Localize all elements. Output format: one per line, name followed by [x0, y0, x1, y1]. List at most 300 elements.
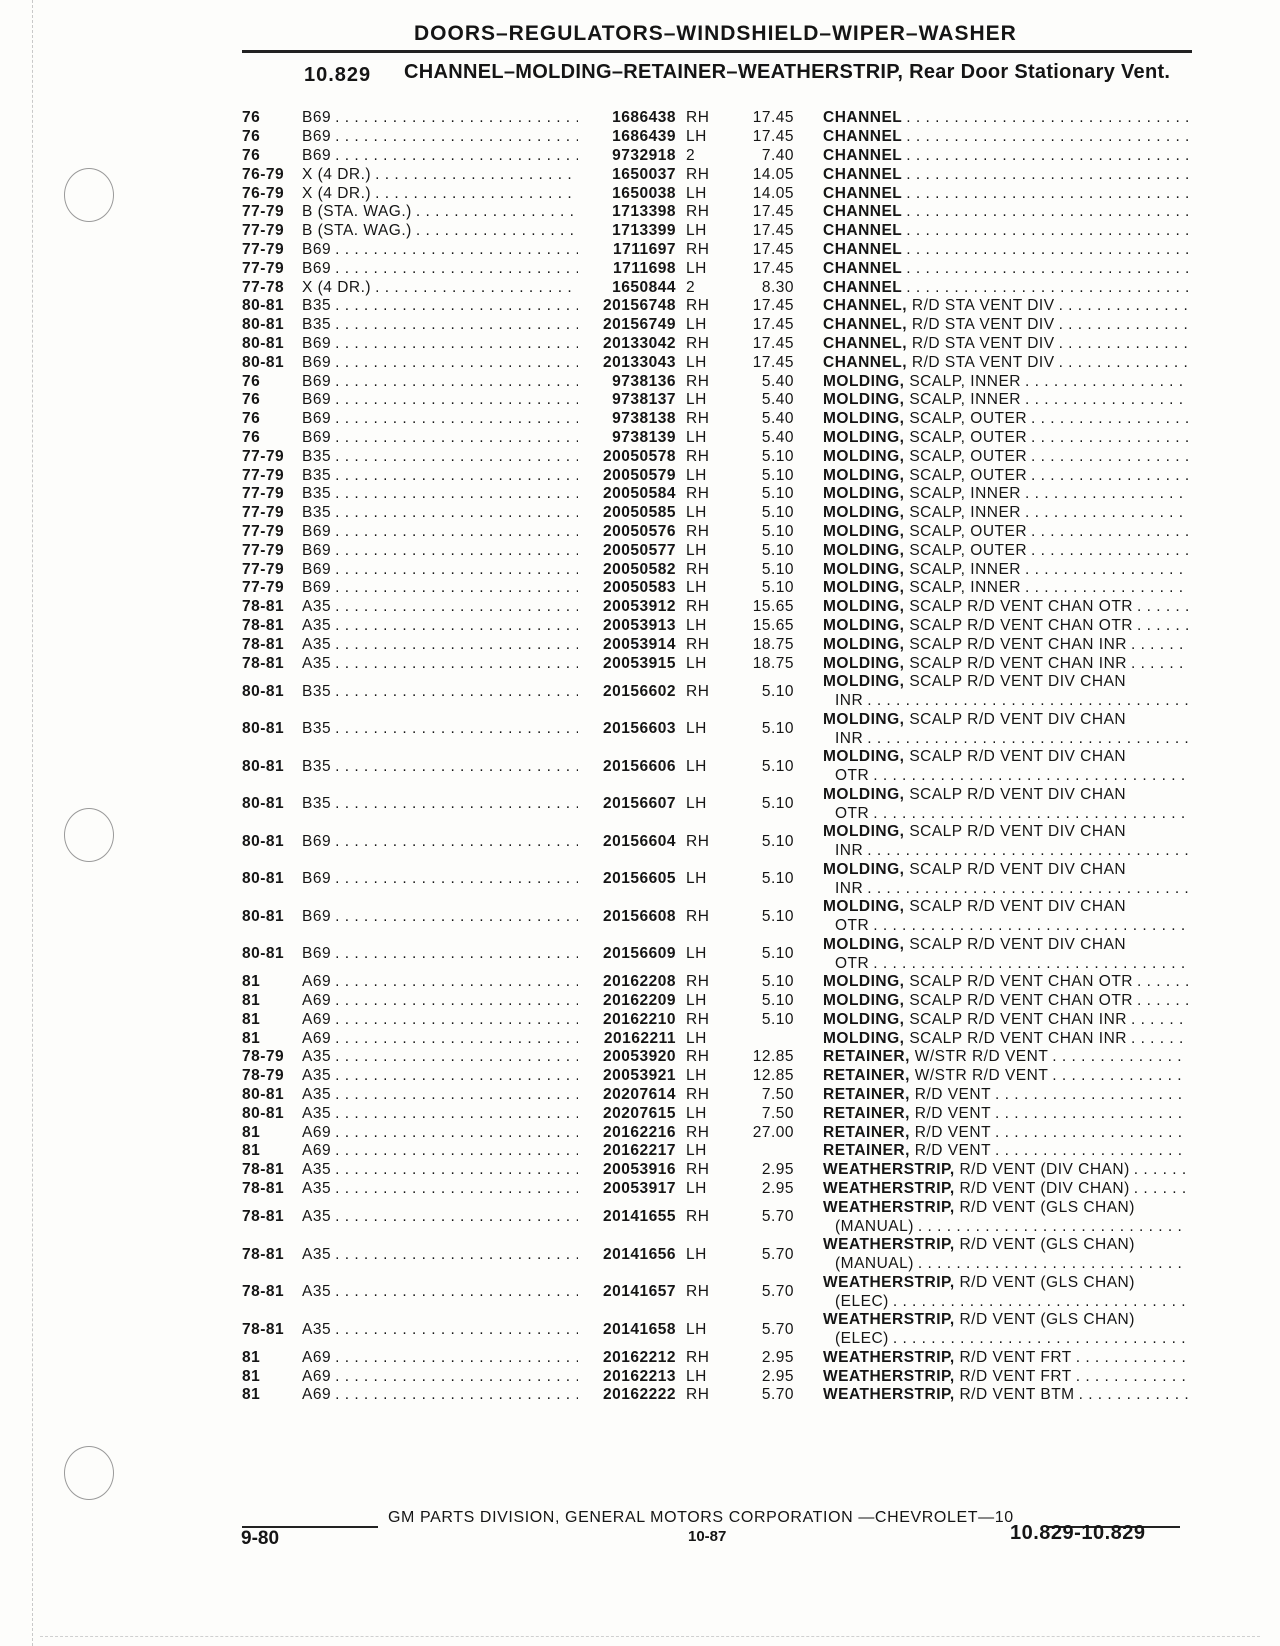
cell-year: 77-79 — [242, 560, 285, 578]
description-line — [823, 1104, 1188, 1123]
cell-description — [794, 710, 1188, 748]
cell-price: 17.45 — [752, 222, 794, 240]
table-row — [242, 410, 1202, 429]
cell-side: LH — [686, 1320, 707, 1338]
cell-side: RH — [686, 1010, 710, 1028]
cell-side: RH — [686, 1348, 710, 1366]
cell-side: LH — [686, 428, 707, 446]
part-detail: SCALP, INNER — [909, 560, 1021, 578]
cell-price: 5.40 — [761, 372, 794, 390]
description-line — [823, 1067, 1188, 1086]
part-name: RETAINER, — [823, 1142, 910, 1160]
cell-side: RH — [686, 485, 710, 503]
cell-year: 78-81 — [242, 635, 285, 653]
cell-model — [302, 1161, 578, 1179]
cell-year: 78-81 — [242, 1161, 285, 1179]
part-detail: R/D VENT (GLS CHAN) — [959, 1236, 1135, 1254]
cell-side: RH — [686, 1123, 710, 1141]
description-line — [823, 147, 1188, 166]
cell-description — [794, 748, 1188, 786]
description-line — [823, 823, 1188, 842]
description-line — [823, 523, 1188, 542]
cell-model — [302, 166, 578, 184]
table-row — [242, 353, 1202, 372]
part-name: MOLDING, — [823, 673, 905, 691]
table-row — [242, 147, 1202, 166]
cell-part-number: 20050577 — [603, 541, 676, 559]
description-line — [823, 1348, 1188, 1367]
part-detail: SCALP, OUTER — [909, 428, 1028, 446]
cell-price: 17.45 — [752, 353, 794, 371]
cell-part-number: 20050585 — [603, 504, 676, 522]
dot-leader — [331, 1208, 578, 1226]
cell-part-number: 20156605 — [603, 870, 676, 888]
part-name: RETAINER, — [823, 1104, 910, 1122]
cell-model-text: B69 — [302, 945, 332, 963]
footer-page-number: 10-87 — [688, 1528, 727, 1545]
cell-side: RH — [686, 372, 710, 390]
cell-model-text: A69 — [302, 1142, 332, 1160]
cell-year: 76-79 — [242, 184, 285, 202]
cell-price: 7.50 — [761, 1104, 794, 1122]
cell-model-text: B69 — [302, 353, 332, 371]
description-line — [823, 1029, 1188, 1048]
cell-description — [794, 109, 1188, 128]
cell-description — [794, 353, 1188, 372]
dot-leader — [331, 354, 578, 372]
cell-description — [794, 429, 1188, 448]
cell-model-text: A35 — [302, 1180, 332, 1198]
cell-side: LH — [686, 1104, 707, 1122]
part-detail: SCALP R/D VENT CHAN OTR — [909, 598, 1133, 616]
part-detail: R/D VENT BTM — [959, 1386, 1075, 1404]
cell-year: 80-81 — [242, 353, 285, 371]
cell-part-number: 20053916 — [603, 1161, 676, 1179]
cell-year: 77-79 — [242, 466, 285, 484]
part-name: RETAINER, — [823, 1086, 910, 1104]
dot-leader — [331, 636, 578, 654]
cell-price: 7.50 — [761, 1086, 794, 1104]
cell-year: 78-81 — [242, 616, 285, 634]
cell-part-number: 20162209 — [603, 992, 676, 1010]
cell-description — [794, 184, 1188, 203]
cell-model-text: B69 — [302, 334, 332, 352]
cell-model-text: A35 — [302, 1208, 332, 1226]
cell-model — [302, 1030, 578, 1048]
cell-part-number: 20050582 — [603, 560, 676, 578]
cell-price: 5.40 — [761, 410, 794, 428]
dot-leader — [331, 579, 578, 597]
cell-model — [302, 908, 578, 926]
dot-leader — [331, 1086, 578, 1104]
table-row — [242, 203, 1202, 222]
description-line — [823, 1386, 1188, 1405]
dot-leader — [902, 203, 1188, 221]
description-line-2 — [823, 954, 1188, 973]
dot-leader — [331, 448, 578, 466]
part-detail: SCALP, INNER — [909, 504, 1021, 522]
dot-leader — [863, 880, 1188, 898]
cell-price: 17.45 — [752, 316, 794, 334]
cell-side: LH — [686, 541, 707, 559]
cell-price: 5.10 — [761, 945, 794, 963]
cell-model-text: B35 — [302, 297, 332, 315]
dot-leader — [902, 260, 1188, 278]
dot-leader — [991, 1105, 1188, 1123]
part-name: CHANNEL — [823, 165, 903, 183]
cell-description — [794, 222, 1188, 241]
cell-year: 77-79 — [242, 259, 285, 277]
cell-description — [794, 1161, 1188, 1180]
cell-price: 27.00 — [752, 1123, 794, 1141]
cell-side: LH — [686, 259, 707, 277]
dot-leader — [1021, 391, 1188, 409]
cell-side: RH — [686, 447, 710, 465]
part-name: WEATHERSTRIP, — [823, 1236, 955, 1254]
dot-leader — [331, 561, 578, 579]
cell-model — [302, 1067, 578, 1085]
dot-leader — [331, 617, 578, 635]
cell-model — [302, 833, 578, 851]
cell-model-text: B69 — [302, 579, 332, 597]
cell-price: 5.40 — [761, 391, 794, 409]
table-row — [242, 541, 1202, 560]
part-detail: W/STR R/D VENT — [914, 1067, 1049, 1085]
dot-leader — [331, 720, 578, 738]
dot-leader — [331, 1124, 578, 1142]
part-detail: SCALP, INNER — [909, 579, 1021, 597]
cell-description — [794, 1386, 1188, 1405]
cell-part-number: 20141655 — [603, 1208, 676, 1226]
cell-side: RH — [686, 203, 710, 221]
cell-model — [302, 795, 578, 813]
cell-part-number: 20207615 — [603, 1104, 676, 1122]
cell-price: 14.05 — [752, 165, 794, 183]
table-row — [242, 1029, 1202, 1048]
cell-part-number: 20050584 — [603, 485, 676, 503]
part-detail: SCALP, OUTER — [909, 522, 1028, 540]
dot-leader — [902, 166, 1188, 184]
dot-leader — [1021, 504, 1188, 522]
cell-model-text: A69 — [302, 1348, 332, 1366]
description-line — [823, 860, 1188, 879]
part-detail-cont: INR — [835, 842, 864, 860]
description-line — [823, 1180, 1188, 1199]
part-detail-cont: (MANUAL) — [835, 1217, 914, 1235]
cell-part-number: 9738137 — [612, 391, 676, 409]
cell-model-text: A35 — [302, 1067, 332, 1085]
cell-model-text: B (STA. WAG.) — [302, 222, 412, 240]
dot-leader — [1027, 448, 1188, 466]
cell-side: LH — [686, 466, 707, 484]
part-detail-cont: INR — [835, 879, 864, 897]
dot-leader — [1021, 373, 1188, 391]
table-row — [242, 241, 1202, 260]
part-detail: R/D VENT FRT — [959, 1348, 1072, 1366]
cell-description — [794, 316, 1188, 335]
table-row — [242, 447, 1202, 466]
cell-model-text: B35 — [302, 447, 332, 465]
cell-model — [302, 429, 578, 447]
cell-part-number: 20141657 — [603, 1283, 676, 1301]
dot-leader — [331, 297, 578, 315]
cell-year: 78-81 — [242, 1320, 285, 1338]
cell-year: 80-81 — [242, 832, 285, 850]
part-detail-cont: OTR — [835, 767, 870, 785]
dot-leader — [412, 222, 578, 240]
cell-price: 17.45 — [752, 297, 794, 315]
cell-side: LH — [686, 720, 707, 738]
part-detail: SCALP R/D VENT CHAN OTR — [909, 616, 1133, 634]
dot-leader — [331, 128, 578, 146]
cell-description — [794, 147, 1188, 166]
part-detail-cont: (ELEC) — [835, 1292, 889, 1310]
description-line — [823, 785, 1188, 804]
cell-side: LH — [686, 579, 707, 597]
cell-price: 17.45 — [752, 259, 794, 277]
description-line — [823, 992, 1188, 1011]
cell-year: 76 — [242, 391, 261, 409]
description-line-2 — [823, 767, 1188, 786]
part-name: MOLDING, — [823, 560, 905, 578]
cell-description — [794, 673, 1188, 711]
cell-model-text: A69 — [302, 1029, 332, 1047]
cell-model — [302, 561, 578, 579]
table-row — [242, 523, 1202, 542]
cell-description — [794, 1367, 1188, 1386]
table-row — [242, 1161, 1202, 1180]
parts-table — [242, 109, 1202, 1405]
cell-price: 5.10 — [761, 466, 794, 484]
cell-price: 15.65 — [752, 616, 794, 634]
part-detail: R/D VENT (GLS CHAN) — [959, 1198, 1135, 1216]
cell-price: 5.10 — [761, 1010, 794, 1028]
part-name: CHANNEL, — [823, 353, 908, 371]
cell-side: LH — [686, 795, 707, 813]
description-line-2 — [823, 1330, 1188, 1349]
description-line-2 — [823, 1292, 1188, 1311]
dot-leader — [902, 222, 1188, 240]
cell-year: 77-79 — [242, 203, 285, 221]
table-row — [242, 1198, 1202, 1236]
cell-year: 76-79 — [242, 165, 285, 183]
dot-leader — [1130, 1180, 1188, 1198]
description-line-2 — [823, 804, 1188, 823]
cell-model — [302, 260, 578, 278]
description-line — [823, 316, 1188, 335]
cell-model-text: B35 — [302, 466, 332, 484]
dot-leader — [331, 542, 578, 560]
table-row — [242, 1123, 1202, 1142]
cell-year: 80-81 — [242, 757, 285, 775]
dot-leader — [902, 109, 1188, 127]
dot-leader — [331, 109, 578, 127]
cell-model — [302, 945, 578, 963]
cell-description — [794, 898, 1188, 936]
cell-year: 76 — [242, 146, 261, 164]
part-name: WEATHERSTRIP, — [823, 1386, 955, 1404]
cell-description — [794, 992, 1188, 1011]
cell-model — [302, 758, 578, 776]
table-row — [242, 109, 1202, 128]
cell-model-text: B35 — [302, 795, 332, 813]
table-row — [242, 1180, 1202, 1199]
cell-description — [794, 335, 1188, 354]
dot-leader — [991, 1142, 1188, 1160]
description-line — [823, 241, 1188, 260]
cell-description — [794, 241, 1188, 260]
dot-leader — [1133, 617, 1188, 635]
cell-model-text: B69 — [302, 541, 332, 559]
dot-leader — [331, 833, 578, 851]
part-name: MOLDING, — [823, 748, 905, 766]
part-name: WEATHERSTRIP, — [823, 1161, 955, 1179]
dot-leader — [331, 1011, 578, 1029]
dot-leader — [902, 147, 1188, 165]
table-row — [242, 1104, 1202, 1123]
part-detail: SCALP R/D VENT CHAN INR — [909, 654, 1127, 672]
cell-description — [794, 523, 1188, 542]
cell-model-text: B69 — [302, 372, 332, 390]
table-row — [242, 1236, 1202, 1274]
cell-price: 17.45 — [752, 128, 794, 146]
part-name: MOLDING, — [823, 973, 905, 991]
cell-part-number: 1686438 — [612, 109, 676, 127]
part-detail: SCALP, INNER — [909, 391, 1021, 409]
table-row — [242, 1067, 1202, 1086]
dot-leader — [914, 1218, 1188, 1236]
dot-leader — [902, 128, 1188, 146]
dot-leader — [331, 655, 578, 673]
cell-model — [302, 870, 578, 888]
description-line — [823, 128, 1188, 147]
cell-model — [302, 279, 578, 297]
cell-price: 5.10 — [761, 832, 794, 850]
table-row — [242, 1011, 1202, 1030]
part-detail: SCALP, INNER — [909, 372, 1021, 390]
cell-model — [302, 1349, 578, 1367]
cell-side: RH — [686, 973, 710, 991]
cell-model — [302, 297, 578, 315]
description-line — [823, 297, 1188, 316]
cell-side: RH — [686, 334, 710, 352]
cell-year: 77-79 — [242, 504, 285, 522]
description-line-2 — [823, 917, 1188, 936]
cell-model-text: A35 — [302, 1048, 332, 1066]
cell-part-number: 20156609 — [603, 945, 676, 963]
part-detail: SCALP R/D VENT DIV CHAN — [909, 748, 1127, 766]
dot-leader — [331, 1283, 578, 1301]
dot-leader — [1027, 429, 1188, 447]
dot-leader — [1133, 598, 1188, 616]
table-row — [242, 560, 1202, 579]
cell-side: RH — [686, 297, 710, 315]
cell-part-number: 20053912 — [603, 598, 676, 616]
description-line — [823, 1273, 1188, 1292]
cell-year: 81 — [242, 1386, 261, 1404]
table-row — [242, 617, 1202, 636]
cell-part-number: 9738139 — [612, 428, 676, 446]
table-row — [242, 165, 1202, 184]
part-detail: SCALP R/D VENT DIV CHAN — [909, 860, 1127, 878]
cell-side: RH — [686, 165, 710, 183]
dot-leader — [1055, 354, 1188, 372]
table-row — [242, 823, 1202, 861]
cell-price: 17.45 — [752, 334, 794, 352]
cell-year: 76 — [242, 128, 261, 146]
dot-leader — [371, 279, 578, 297]
part-name: MOLDING, — [823, 654, 905, 672]
dot-leader — [331, 973, 578, 991]
part-detail: R/D VENT FRT — [959, 1367, 1072, 1385]
part-name: RETAINER, — [823, 1048, 910, 1066]
part-detail: SCALP R/D VENT CHAN OTR — [909, 973, 1133, 991]
cell-model — [302, 504, 578, 522]
cell-part-number: 20141656 — [603, 1245, 676, 1263]
dot-leader — [1027, 542, 1188, 560]
dot-leader — [331, 1161, 578, 1179]
part-name: MOLDING, — [823, 522, 905, 540]
dot-leader — [412, 203, 578, 221]
dot-leader — [331, 908, 578, 926]
description-line — [823, 410, 1188, 429]
cell-description — [794, 165, 1188, 184]
table-row — [242, 504, 1202, 523]
cell-part-number: 20133043 — [603, 353, 676, 371]
section-title-main: CHANNEL–MOLDING–RETAINER–WEATHERSTRIP, — [404, 61, 904, 83]
description-line — [823, 598, 1188, 617]
cell-side: LH — [686, 1142, 707, 1160]
cell-price: 5.70 — [761, 1386, 794, 1404]
cell-year: 76 — [242, 428, 261, 446]
part-name: CHANNEL — [823, 109, 903, 127]
cell-side: LH — [686, 184, 707, 202]
table-row — [242, 1086, 1202, 1105]
description-line-2 — [823, 1255, 1188, 1274]
cell-model — [302, 992, 578, 1010]
cell-model-text: A35 — [302, 1283, 332, 1301]
dot-leader — [1072, 1368, 1188, 1386]
part-name: MOLDING, — [823, 541, 905, 559]
part-name: CHANNEL, — [823, 297, 908, 315]
dot-leader — [331, 410, 578, 428]
part-name: MOLDING, — [823, 579, 905, 597]
table-row — [242, 128, 1202, 147]
cell-model-text: B35 — [302, 504, 332, 522]
table-row — [242, 1273, 1202, 1311]
cell-year: 77-79 — [242, 541, 285, 559]
part-detail: R/D STA VENT DIV — [911, 297, 1055, 315]
cell-part-number: 20162211 — [603, 1029, 676, 1047]
cell-model-text: X (4 DR.) — [302, 278, 372, 296]
cell-model — [302, 579, 578, 597]
cell-year: 81 — [242, 1010, 261, 1028]
table-row — [242, 860, 1202, 898]
dot-leader — [331, 1180, 578, 1198]
cell-price: 5.10 — [761, 579, 794, 597]
cell-part-number: 1713398 — [612, 203, 676, 221]
cell-model — [302, 598, 578, 616]
table-row — [242, 184, 1202, 203]
cell-description — [794, 598, 1188, 617]
cell-description — [794, 485, 1188, 504]
cell-price: 7.40 — [761, 146, 794, 164]
part-name: MOLDING, — [823, 635, 905, 653]
cell-price: 5.10 — [761, 795, 794, 813]
table-row — [242, 278, 1202, 297]
cell-description — [794, 560, 1188, 579]
binder-hole-middle — [64, 808, 114, 862]
